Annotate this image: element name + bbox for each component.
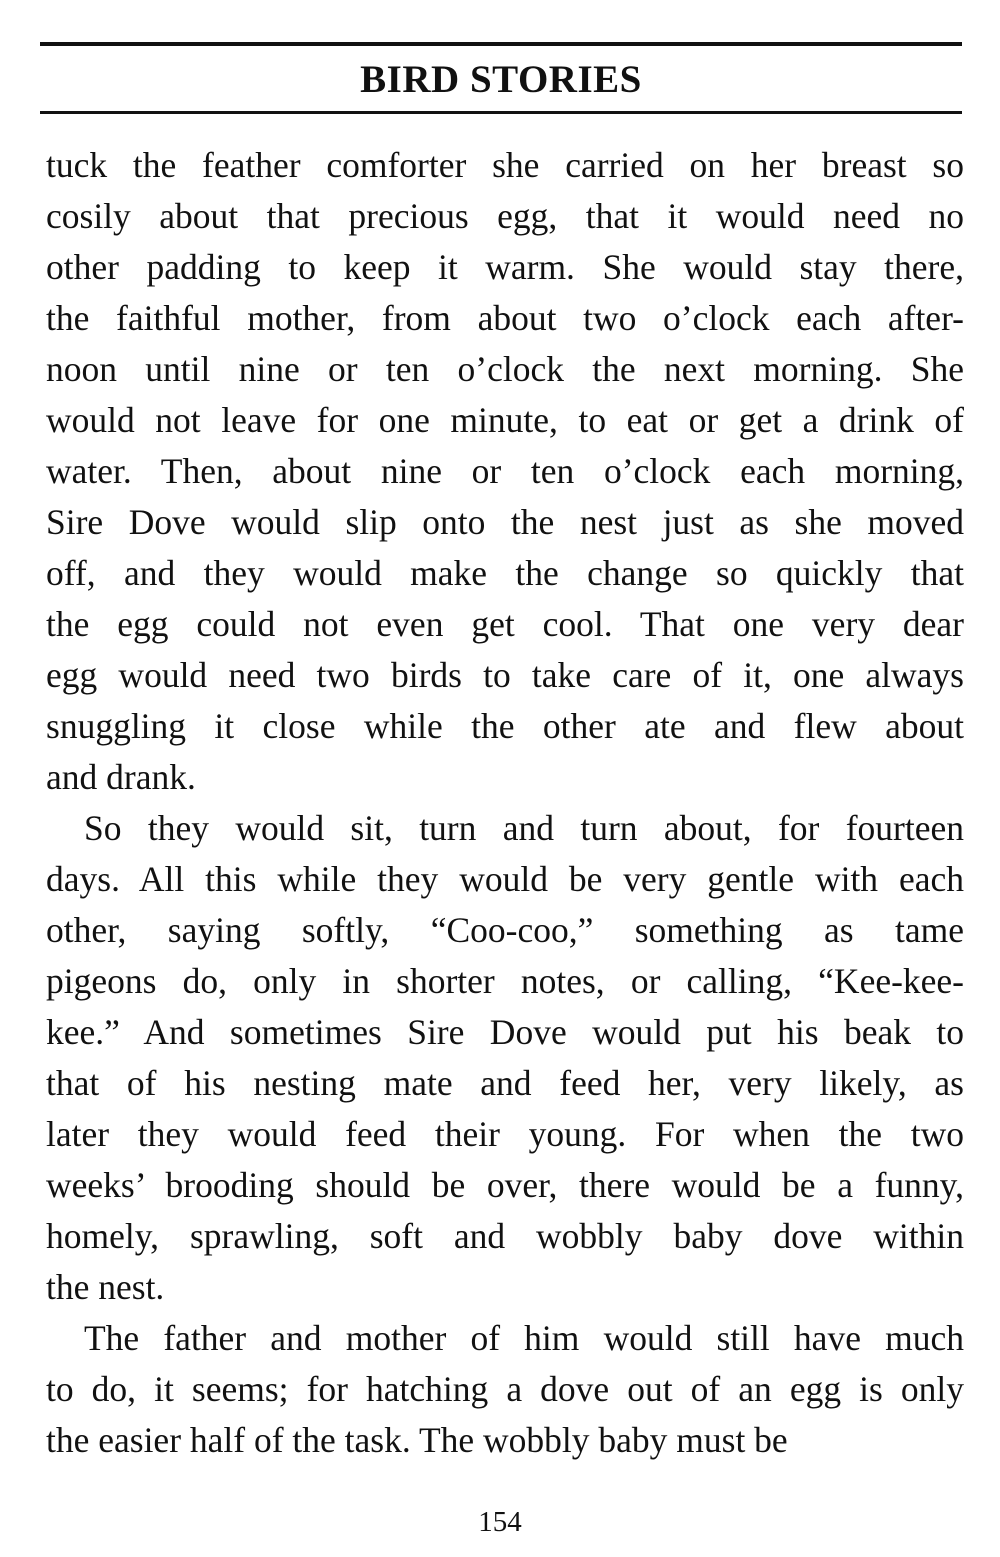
text-line: kee.” And sometimes Sire Dove would put his beak to [46, 1012, 964, 1052]
header-rule-top [40, 42, 962, 46]
body-text [46, 140, 964, 1466]
text-line: later they would feed their young. For when the two [46, 1114, 964, 1154]
text-line: snuggling it close while the other ate and flew about [46, 706, 964, 746]
header-rule-bottom [40, 111, 962, 114]
text-line: weeks’ brooding should be over, there would be a funny, [46, 1165, 964, 1205]
text-line: tuck the feather comforter she carried on her breast so [46, 145, 964, 185]
text-line: So they would sit, turn and turn about, for fourteen [84, 808, 964, 848]
text-line: The father and mother of him would still have much [84, 1318, 964, 1358]
text-line: off, and they would make the change so quickly that [46, 553, 964, 593]
text-line: other padding to keep it warm. She would stay there, [46, 247, 964, 287]
text-line: other, saying softly, “Coo-coo,” something as tame [46, 910, 964, 950]
text-line: egg would need two birds to take care of it, one always [46, 655, 964, 695]
text-line: days. All this while they would be very gentle with each [46, 859, 964, 899]
text-line: homely, sprawling, soft and wobbly baby dove within [46, 1216, 964, 1256]
text-line: the egg could not even get cool. That one very dear [46, 604, 964, 644]
text-line: water. Then, about nine or ten o’clock each morning, [46, 451, 964, 491]
paragraph-1 [46, 140, 964, 803]
paragraph-3 [46, 1313, 964, 1466]
running-head: BIRD STORIES [360, 58, 642, 101]
text-line: noon until nine or ten o’clock the next morning. She [46, 349, 964, 389]
paragraph-2 [46, 803, 964, 1313]
text-line: that of his nesting mate and feed her, very likely, as [46, 1063, 964, 1103]
text-line: to do, it seems; for hatching a dove out of an egg is only [46, 1369, 964, 1409]
text-line: pigeons do, only in shorter notes, or calling, “Kee-kee- [46, 961, 964, 1001]
text-line: the nest. [46, 1267, 165, 1307]
text-line: cosily about that precious egg, that it would need no [46, 196, 964, 236]
text-line: the easier half of the task. The wobbly baby must be [46, 1420, 788, 1460]
text-line: and drank. [46, 757, 196, 797]
text-line: would not leave for one minute, to eat or get a drink of [46, 400, 964, 440]
page-number: 154 [478, 1506, 522, 1538]
text-line: the faithful mother, from about two o’clock each after- [46, 298, 964, 338]
text-line: Sire Dove would slip onto the nest just as she moved [46, 502, 964, 542]
